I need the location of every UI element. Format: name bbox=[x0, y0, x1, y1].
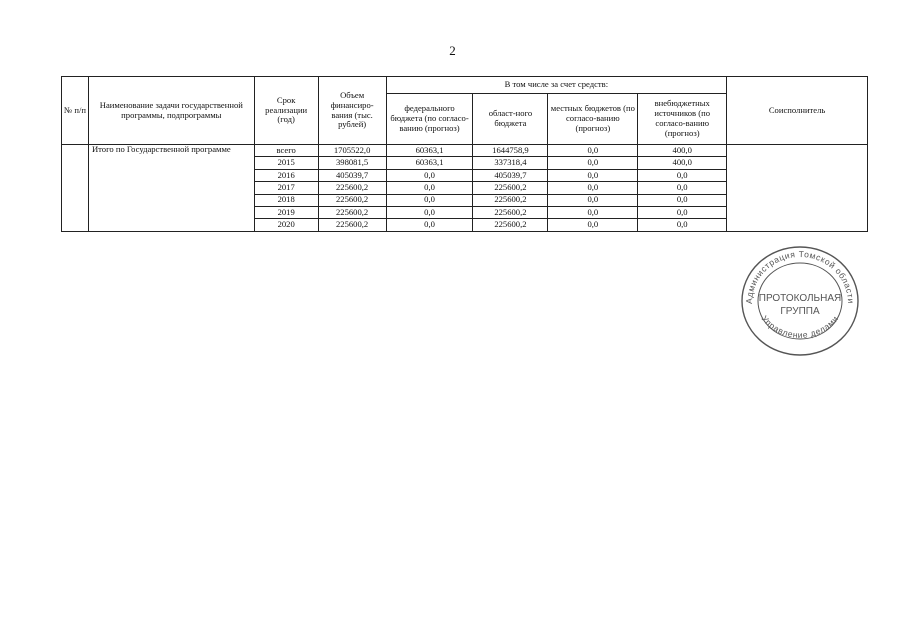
extra-cell: 0,0 bbox=[638, 194, 727, 206]
regional-cell: 1644758,9 bbox=[473, 145, 548, 157]
year-cell: всего bbox=[254, 145, 318, 157]
header-extrabudget: внебюджетных источников (по согласо-ванию (прогноз) bbox=[638, 94, 727, 145]
extra-cell: 400,0 bbox=[638, 157, 727, 169]
extra-cell: 0,0 bbox=[638, 219, 727, 231]
stamp-center-line2: ГРУППА bbox=[780, 306, 820, 317]
header-federal: федерального бюджета (по согласо-ванию (прогноз) bbox=[386, 94, 473, 145]
year-cell: 2018 bbox=[254, 194, 318, 206]
regional-cell: 225600,2 bbox=[473, 206, 548, 218]
task-name-cell: Итого по Государственной программе bbox=[88, 145, 254, 232]
local-cell: 0,0 bbox=[548, 219, 638, 231]
header-including: В том числе за счет средств: bbox=[386, 77, 727, 94]
volume-cell: 398081,5 bbox=[318, 157, 386, 169]
regional-cell: 225600,2 bbox=[473, 194, 548, 206]
regional-cell: 405039,7 bbox=[473, 169, 548, 181]
regional-cell: 225600,2 bbox=[473, 182, 548, 194]
federal-cell: 60363,1 bbox=[386, 145, 473, 157]
header-num: № п/п bbox=[62, 77, 89, 145]
header-volume: Объем финансиро-вания (тыс. рублей) bbox=[318, 77, 386, 145]
federal-cell: 0,0 bbox=[386, 219, 473, 231]
local-cell: 0,0 bbox=[548, 169, 638, 181]
year-cell: 2017 bbox=[254, 182, 318, 194]
official-stamp bbox=[738, 243, 862, 359]
regional-cell: 225600,2 bbox=[473, 219, 548, 231]
volume-cell: 225600,2 bbox=[318, 219, 386, 231]
extra-cell: 0,0 bbox=[638, 182, 727, 194]
svg-text:Управление делами bbox=[760, 314, 841, 340]
extra-cell: 400,0 bbox=[638, 145, 727, 157]
coexecutor-cell bbox=[727, 145, 868, 232]
volume-cell: 405039,7 bbox=[318, 169, 386, 181]
year-cell: 2019 bbox=[254, 206, 318, 218]
year-cell: 2015 bbox=[254, 157, 318, 169]
stamp-center-line1: ПРОТОКОЛЬНАЯ bbox=[758, 293, 842, 304]
header-coexecutor: Соисполнитель bbox=[727, 77, 868, 145]
federal-cell: 0,0 bbox=[386, 194, 473, 206]
local-cell: 0,0 bbox=[548, 157, 638, 169]
local-cell: 0,0 bbox=[548, 206, 638, 218]
federal-cell: 0,0 bbox=[386, 169, 473, 181]
volume-cell: 1705522,0 bbox=[318, 145, 386, 157]
extra-cell: 0,0 bbox=[638, 206, 727, 218]
federal-cell: 0,0 bbox=[386, 182, 473, 194]
local-cell: 0,0 bbox=[548, 194, 638, 206]
header-local: местных бюджетов (по согласо-ванию (прогноз) bbox=[548, 94, 638, 145]
header-term: Срок реализации (год) bbox=[254, 77, 318, 145]
stamp-seal-icon bbox=[738, 243, 862, 359]
volume-cell: 225600,2 bbox=[318, 206, 386, 218]
financing-table bbox=[61, 76, 868, 232]
volume-cell: 225600,2 bbox=[318, 182, 386, 194]
table-row bbox=[62, 145, 868, 157]
year-cell: 2020 bbox=[254, 219, 318, 231]
page-number: 2 bbox=[449, 43, 456, 58]
regional-cell: 337318,4 bbox=[473, 157, 548, 169]
stamp-outer-text: Администрация Томской области bbox=[743, 248, 857, 305]
local-cell: 0,0 bbox=[548, 182, 638, 194]
local-cell: 0,0 bbox=[548, 145, 638, 157]
volume-cell: 225600,2 bbox=[318, 194, 386, 206]
federal-cell: 0,0 bbox=[386, 206, 473, 218]
stamp-bottom-text: Управление делами bbox=[759, 313, 841, 340]
year-cell: 2016 bbox=[254, 169, 318, 181]
header-task-name: Наименование задачи государственной программы, подпрограммы bbox=[88, 77, 254, 145]
row-num-cell bbox=[62, 145, 89, 232]
header-regional: област-ного бюджета bbox=[473, 94, 548, 145]
extra-cell: 0,0 bbox=[638, 169, 727, 181]
federal-cell: 60363,1 bbox=[386, 157, 473, 169]
